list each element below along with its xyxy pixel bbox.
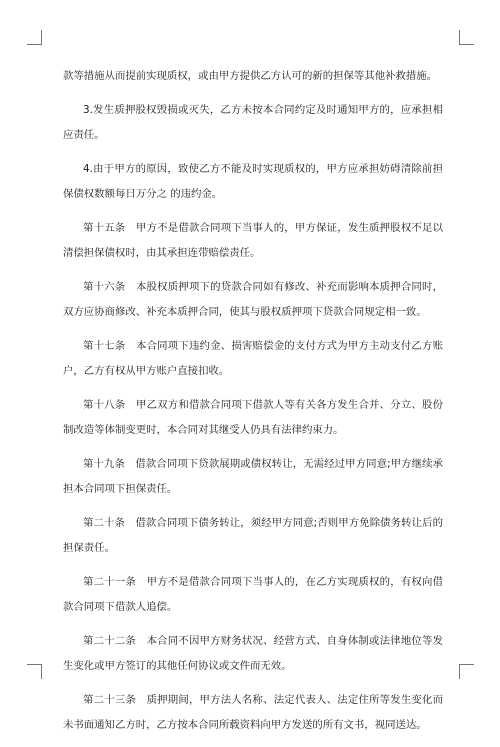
clause-21: 第二十一条 甲方不是借款合同项下当事人的，在乙方实现质权的，有权向借款合同项下借款人追偿。: [63, 576, 443, 613]
paragraph: 3.发生质押股权毁损或灭失，乙方未按本合同约定及时通知甲方的，应承担相应责任。: [63, 104, 443, 141]
crop-mark-top-left: [27, 30, 42, 45]
clause-17: 第十七条 本合同项下违约金、损害赔偿金的支付方式为甲方主动支付乙方账户，乙方有权从甲方账户直接扣收。: [63, 340, 443, 377]
document-body: [63, 64, 443, 747]
crop-mark-bottom-right: [459, 664, 474, 679]
paragraph: 4.由于甲方的原因，致使乙方不能及时实现质权的，甲方应承担妨碍清除前担保债权数额每日万分之 的违约金。: [63, 163, 443, 200]
crop-mark-bottom-left: [27, 664, 42, 679]
clause-15: 第十五条 甲方不是借款合同项下当事人的，甲方保证，发生质押股权不足以清偿担保债权时，由其承担连带赔偿责任。: [63, 222, 443, 259]
clause-19: 第十九条 借款合同项下贷款展期或债权转让，无需经过甲方同意;甲方继续承担本合同项下担保责任。: [63, 458, 443, 495]
clause-23: 第二十三条 质押期间，甲方法人名称、法定代表人、法定住所等发生变化而未书面通知乙方时，乙方按本合同所载资料向甲方发送的所有文书，视同送达。: [63, 694, 443, 731]
paragraph: 款等措施从而提前实现质权，或由甲方提供乙方认可的新的担保等其他补救措施。: [63, 70, 438, 82]
clause-16: 第十六条 本股权质押项下的贷款合同如有修改、补充而影响本质押合同时，双方应协商修改、补充本质押合同，使其与股权质押项下贷款合同规定相一致。: [63, 281, 443, 318]
clause-20: 第二十条 借款合同项下债务转让，须经甲方同意;否则甲方免除债务转让后的担保责任。: [63, 517, 443, 554]
clause-18: 第十八条 甲乙双方和借款合同项下借款人等有关各方发生合并、分立、股份制改造等体制变更时，本合同对其继受人仍具有法律约束力。: [63, 399, 443, 436]
crop-mark-top-right: [459, 30, 474, 45]
clause-22: 第二十二条 本合同不因甲方财务状况、经营方式、自身体制或法律地位等发生变化或甲方签订的其他任何协议或文件而无效。: [63, 635, 443, 672]
